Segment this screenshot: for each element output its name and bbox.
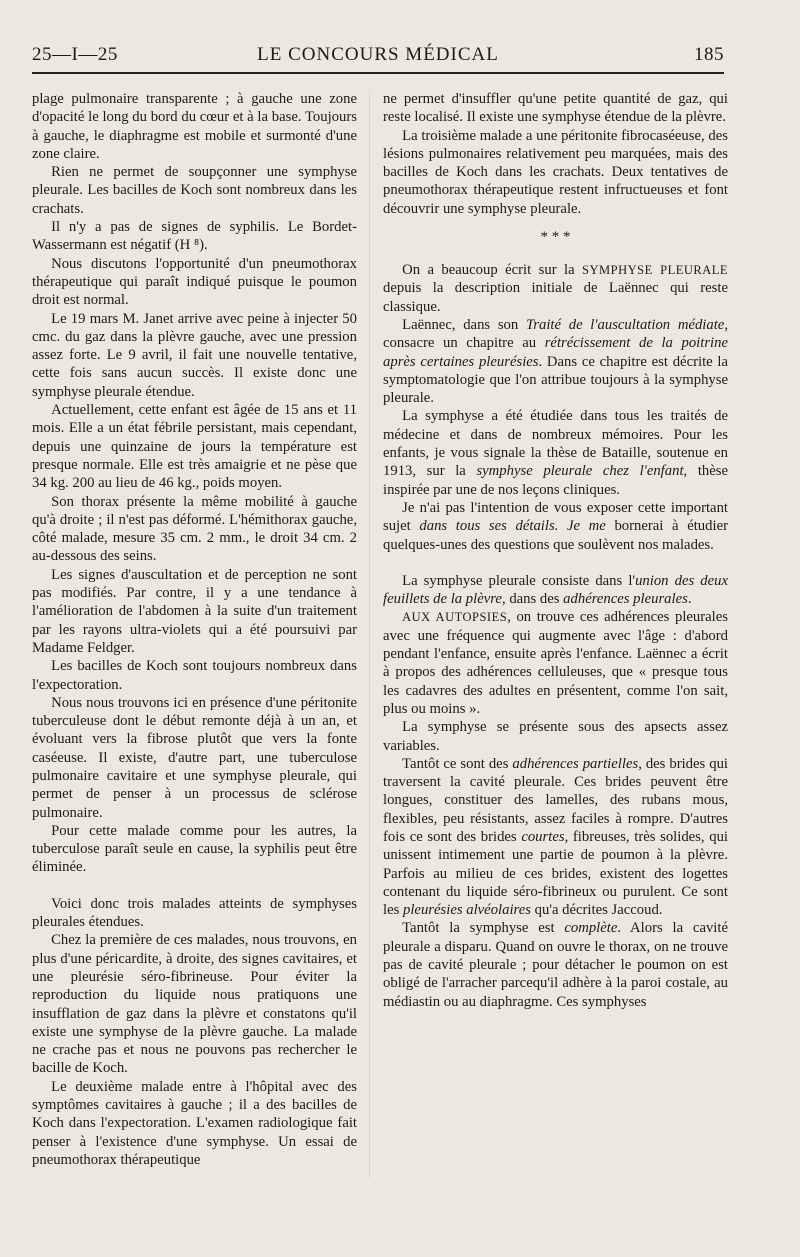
paragraph: Chez la première de ces malades, nous trouvons, en plus d'une péricardite, à droite, des signes cavitaires, et une pleurésie séro-fibrineuse. Pour éviter la reproduction du liquide nous pratiquons une insufflation de gaz dans la plèvre et constatons qu'il existe une symphyse de la plèvre gauche. La malade ne crache pas et nous ne pouvons pas rechercher le bacille de Koch. bbox=[32, 932, 357, 1077]
text-run: , on trouve ces adhérences pleurales avec une fréquence qui augmente avec l'âge : d'abord pendant l'enfance, ensuite après l'enfance. Laënnec a écrit à propos des adhérences celluleuses, que « presque tous les cadavres des adultes en présentent, comme l'on sait, plus ou moins ». bbox=[383, 609, 728, 717]
column-divider bbox=[369, 92, 370, 1177]
text-run: La symphyse pleurale consiste dans l' bbox=[402, 572, 636, 589]
text-run: Tantôt la symphyse est bbox=[402, 920, 565, 937]
paragraph: Pour cette malade comme pour les autres, la tuberculose paraît seule en cause, la syphilis peut être éliminée. bbox=[32, 822, 357, 876]
italic-title: symphyse pleurale chez l'enfant bbox=[476, 463, 684, 480]
paragraph bbox=[383, 316, 728, 407]
paragraph bbox=[383, 755, 728, 920]
running-header bbox=[32, 44, 724, 68]
journal-title: LE CONCOURS MÉDICAL bbox=[257, 44, 499, 65]
text-run: , thèse inspirée par une de nos leçons cliniques. bbox=[383, 463, 728, 498]
small-caps-term: SYMPHYSE PLEURALE bbox=[582, 263, 728, 278]
italic-phrase: courtes bbox=[521, 828, 565, 845]
issue-date: 25—I—25 bbox=[32, 44, 118, 65]
paragraph: Voici donc trois malades atteints de symphyses pleurales étendues. bbox=[32, 895, 357, 931]
text-run: Je n'ai pas l'intention de vous exposer cette important sujet bbox=[383, 499, 728, 535]
italic-phrase: adhérences pleurales bbox=[563, 591, 688, 608]
paragraph: Nous discutons l'opportunité d'un pneumothorax thérapeutique qui paraît indiqué puisque le poumon droit est normal. bbox=[32, 255, 357, 309]
section-gap bbox=[383, 554, 728, 572]
paragraph bbox=[383, 407, 728, 498]
paragraph: Son thorax présente la même mobilité à gauche qu'à droite ; il n'est pas déformé. L'hémithorax gauche, côté malade, mesure 35 cm. 2 mm., le droit 34 cm. 2 au-dessous des seins. bbox=[32, 493, 357, 565]
text-run: . Alors la cavité pleurale a disparu. Quand on ouvre le thorax, on ne trouve pas de cavité pleurale ; pour détacher le poumon on est obligé de l'arracher parcequ'il adhère à la paroi costale, au médiastin ou au diaphragme. Ces symphyses bbox=[383, 920, 728, 1010]
italic-title: rétrécissement de la poitrine après certaines pleurésies bbox=[383, 335, 729, 370]
text-run: . bbox=[687, 591, 692, 608]
italic-phrase: union des deux feuillets de la plèvre bbox=[383, 572, 728, 608]
italic-title: Traité de l'auscultation médiate bbox=[525, 316, 725, 333]
text-run: Laënnec, dans son bbox=[402, 316, 526, 333]
paragraph bbox=[383, 572, 728, 609]
paragraph: Les bacilles de Koch sont toujours nombreux dans l'expectoration. bbox=[32, 658, 357, 693]
paragraph bbox=[383, 919, 728, 1010]
right-column bbox=[383, 90, 728, 1011]
paragraph: Il n'y a pas de signes de syphilis. Le Bordet-Wassermann est négatif (H ⁸). bbox=[32, 219, 357, 254]
page-number: 185 bbox=[694, 44, 724, 65]
left-column bbox=[32, 90, 357, 1169]
paragraph bbox=[383, 608, 728, 718]
text-run: bornerai à étudier quelques-unes des questions que soulèvent nos malades. bbox=[383, 518, 728, 553]
text-run: . Dans ce chapitre est décrite la symptomatologie que l'on attribue toujours à la symphyse pleurale. bbox=[383, 353, 729, 407]
header-rule bbox=[32, 72, 724, 74]
paragraph: ne permet d'insuffler qu'une petite quantité de gaz, qui reste localisé. Il existe une symphyse étendue de la plèvre. bbox=[383, 91, 728, 126]
text-run: On a beaucoup écrit sur la bbox=[402, 262, 583, 279]
text-run: , dans des bbox=[501, 591, 564, 608]
text-run: , fibreuses, très solides, qui unissent intimement une partie de poumon à la plèvre. Parfois au milieu de ces brides, existent des logettes contenant du liquide séro-fibrineux ou purulent. Ce sont les bbox=[383, 828, 728, 919]
paragraph: Les signes d'auscultation et de perception ne sont pas modifiés. Par contre, il y a une tendance à l'amélioration de l'abdomen à la suite d'un traitement par les rayons ultra-violets qui a été poursuivi par Madame Feldger. bbox=[32, 566, 357, 656]
italic-phrase: complète bbox=[564, 920, 618, 937]
text-run: , consacre un chapitre au bbox=[383, 316, 728, 352]
text-run: qu'a décrites Jaccoud. bbox=[530, 902, 663, 919]
italic-phrase: dans tous ses détails. Je me bbox=[419, 518, 606, 535]
paragraph: plage pulmonaire transparente ; à gauche une zone d'opacité le long du bord du cœur et à la base. Toujours à gauche, le diaphragme est mobile et surmonté d'une zone claire. bbox=[32, 91, 357, 162]
paragraph: La symphyse se présente sous des apsects assez variables. bbox=[383, 719, 728, 754]
paragraph: Le deuxième malade entre à l'hôpital avec des symptômes cavitaires à gauche ; il a des bacilles de Koch dans l'expectoration. L'examen radiologique fait penser à l'existence d'une symphyse. Un essai de pneumothorax thérapeutique bbox=[32, 1078, 357, 1168]
paragraph: Rien ne permet de soupçonner une symphyse pleurale. Les bacilles de Koch sont nombreux dans les crachats. bbox=[32, 164, 357, 217]
section-gap bbox=[32, 877, 357, 895]
text-run: , des brides qui traversent la cavité pleurale. Ces brides peuvent être longues, constituer des lamelles, des rubans mous, flexibles, peu résistants, assez faciles à rompre. D'autres fois ce sont des brides bbox=[383, 755, 728, 845]
italic-phrase: adhérences partielles bbox=[512, 755, 639, 772]
paragraph: Le 19 mars M. Janet arrive avec peine à injecter 50 cmc. du gaz dans la plèvre gauche, avec une pression assez forte. Le 9 avril, il fait une nouvelle tentative, cette fois sans aucun succès. Il existe donc une symphyse pleurale étendue. bbox=[32, 310, 357, 400]
text-run: La symphyse a été étudiée dans tous les traités de médecine et dans de nombreux mémoires. Pour les enfants, je vous signale la thèse de Bataille, soutenue en 1913, sur la bbox=[383, 408, 728, 480]
paragraph bbox=[383, 261, 728, 316]
paragraph: Actuellement, cette enfant est âgée de 15 ans et 11 mois. Elle a un état fébrile persistant, mais cependant, depuis une quinzaine de jours la température est presque normale. Elle est très amaigrie et ne pèse que 34 kg. 200 au lieu de 46 kg., poids moyen. bbox=[32, 402, 357, 492]
paragraph: Nous nous trouvons ici en présence d'une péritonite tuberculeuse dont le début remonte déjà à un an, et évoluant vers la fibrose plutôt que vers la fonte caséeuse. Il existe, d'autre part, une tuberculose pulmonaire cavitaire et une symphyse pleurale, qui permet de penser à un processus de sclérose pulmonaire. bbox=[32, 694, 357, 821]
section-asterism: * * * bbox=[540, 229, 571, 246]
paragraph: La troisième malade a une péritonite fibrocaséeuse, des lésions pulmonaires relativement peu marquées, mais des bacilles de Koch dans les crachats. Deux tentatives de pneumothorax thérapeutique restent infructueuses et font découvrir une symphyse pleurale. bbox=[383, 127, 728, 217]
text-run: Tantôt ce sont des bbox=[402, 755, 513, 772]
text-run: depuis la description initiale de Laënnec qui reste classique. bbox=[383, 280, 728, 315]
italic-phrase: pleurésies alvéolaires bbox=[403, 902, 531, 919]
small-caps-term: AUX AUTOPSIES bbox=[402, 610, 508, 625]
paragraph bbox=[383, 499, 728, 554]
